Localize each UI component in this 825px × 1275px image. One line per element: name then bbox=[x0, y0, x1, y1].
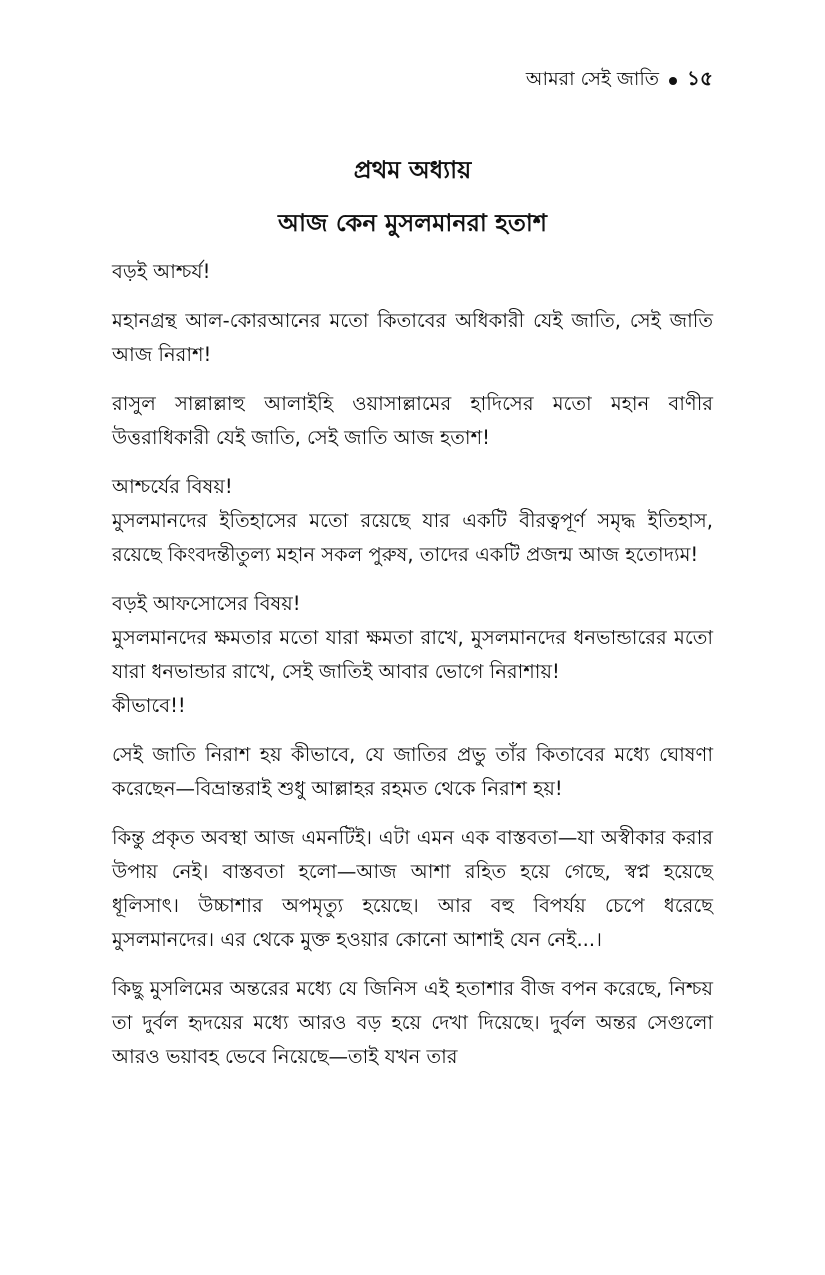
paragraph-4: আশ্চর্যের বিষয়! bbox=[112, 475, 233, 498]
running-header bbox=[526, 64, 713, 97]
paragraph-2: মহানগ্রন্থ আল-কোরআনের মতো কিতাবের অধিকারী যেই জাতি, সেই জাতি আজ নিরাশ! bbox=[112, 309, 713, 366]
paragraph-11: কিছু মুসলিমের অন্তরের মধ্যে যে জিনিস এই হতাশার বীজ বপন করেছে, নিশ্চয় তা দুর্বল হৃদয়ের মধ্যে আরও বড় হয়ে দেখা দিয়েছে। দুর্বল অন্তর সেগুলো আরও ভয়াবহ ভেবে নিয়েছে—তাই যখন তার bbox=[112, 977, 713, 1068]
chapter-title: আজ কেন মুসলমানরা হতাশ bbox=[278, 209, 547, 237]
running-title: আমরা সেই জাতি bbox=[525, 67, 660, 90]
paragraph-10: কিন্তু প্রকৃত অবস্থা আজ এমনটিই। এটা এমন এক বাস্তবতা—যা অস্বীকার করার উপায় নেই। বাস্তবতা হলো—আজ আশা রহিত হয়ে গেছে, স্বপ্ন হয়েছে ধূলিসাৎ। উচ্চাশার অপমৃত্যু হয়েছে। আর বহু বিপর্যয় চেপে ধরেছে মুসলমানদের। এর থেকে মুক্ত হওয়ার কোনো আশাই যেন নেই...। bbox=[112, 826, 713, 951]
paragraph-3: রাসুল সাল্লাল্লাহু আলাইহি ওয়াসাল্লামের হাদিসের মতো মহান বাণীর উত্তরাধিকারী যেই জাতি, সেই জাতি আজ হতাশ! bbox=[112, 392, 713, 449]
paragraph-5: মুসলমানদের ইতিহাসের মতো রয়েছে যার একটি বীরত্বপূর্ণ সমৃদ্ধ ইতিহাস, রয়েছে কিংবদন্তীতুল্য মহান সকল পুরুষ, তাদের একটি প্রজন্ম আজ হতোদ্যম! bbox=[112, 509, 713, 566]
paragraph-6: বড়ই আফসোসের বিষয়! bbox=[112, 592, 301, 615]
paragraph-1: বড়ই আশ্চর্য! bbox=[112, 260, 211, 283]
body-text bbox=[112, 255, 713, 1074]
paragraph-9: সেই জাতি নিরাশ হয় কীভাবে, যে জাতির প্রভু তাঁর কিতাবের মধ্যে ঘোষণা করেছেন—বিভ্রান্তরাই শুধু আল্লাহর রহমত থেকে নিরাশ হয়! bbox=[112, 743, 713, 800]
chapter-label: প্রথম অধ্যায় bbox=[353, 156, 472, 184]
page-number: ১৫ bbox=[687, 66, 713, 90]
paragraph-8: কীভাবে!! bbox=[112, 694, 186, 717]
bullet-separator bbox=[669, 77, 677, 85]
paragraph-7: মুসলমানদের ক্ষমতার মতো যারা ক্ষমতা রাখে, মুসলমানদের ধনভান্ডারের মতো যারা ধনভান্ডার রাখে, সেই জাতিই আবার ভোগে নিরাশায়! bbox=[112, 626, 713, 683]
